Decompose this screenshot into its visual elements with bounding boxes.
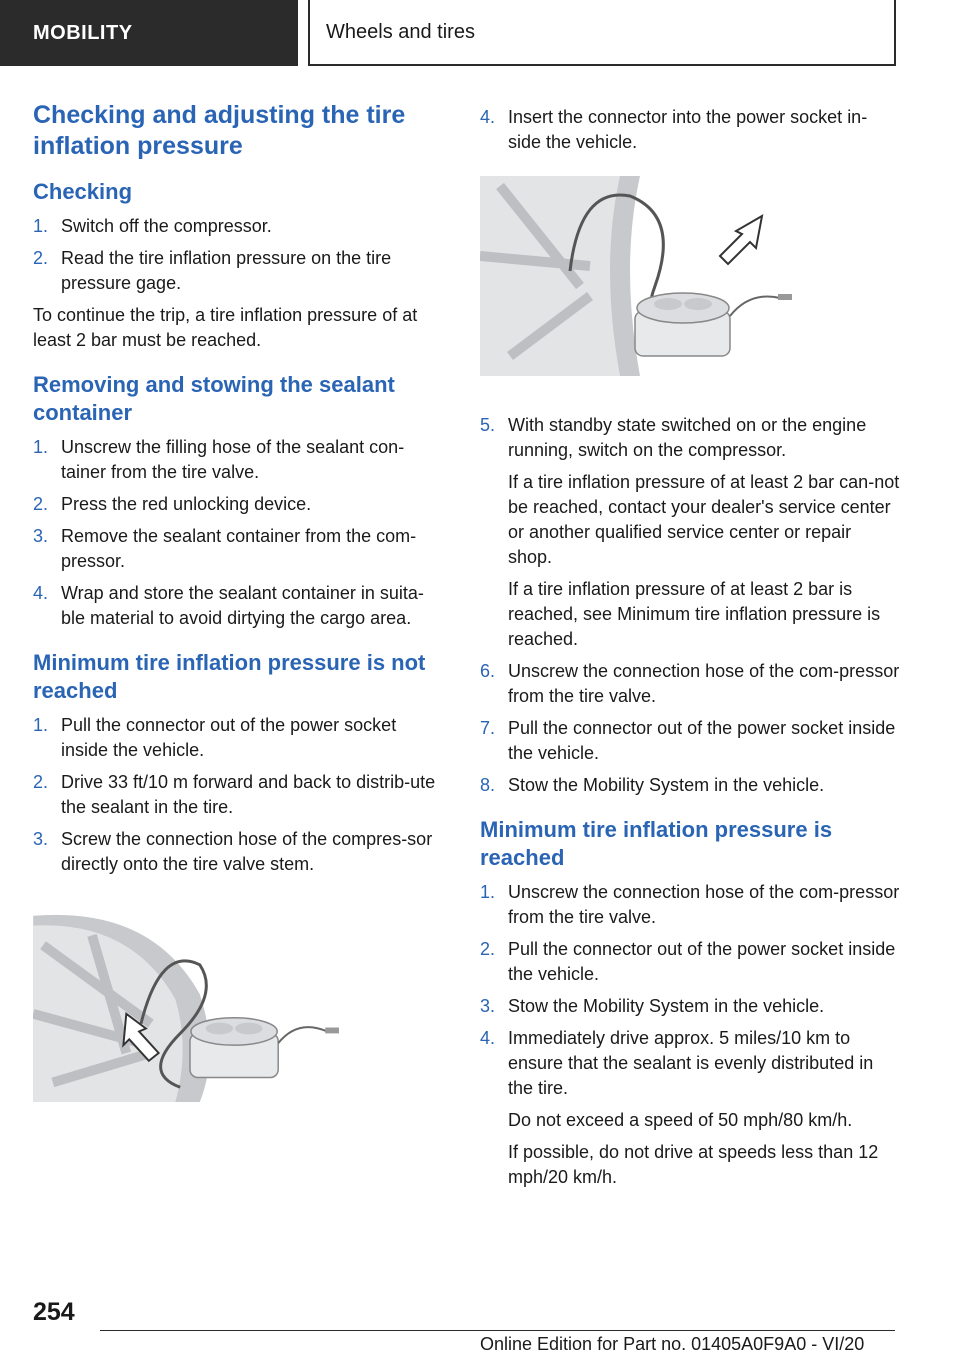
list-item: 5. With standby state switched on or the engine running, switch on the compressor. If a tire inflation pressure of at least 2 bar can-not be reached, contact your dealer's service center or another qualified service center or repair shop. If a tire inflation pressure of at least 2 bar is reached, see Minimum tire inflation pressure is reached. <box>480 415 900 649</box>
compressor-on-valve-illustration <box>33 906 445 1102</box>
checking-note: To continue the trip, a tire inflation pressure of at least 2 bar must be reached. <box>33 305 418 350</box>
steps-continued-a <box>480 105 900 155</box>
list-item: 4. Immediately drive approx. 5 miles/10 km to ensure that the sealant is evenly distributed in the tire. Do not exceed a speed of 50 mph/80 km/h. If possible, do not drive at speeds less than 12 mph/20 km/h. <box>480 1028 879 1187</box>
heading-reached: Minimum tire inflation pressure is reached <box>480 817 833 870</box>
list-item: 2. Press the red unlocking device. <box>33 494 312 514</box>
steps-continued-b <box>480 413 900 798</box>
list-item: 2. Read the tire inflation pressure on the tire pressure gage. <box>33 248 392 293</box>
chapter-label: Wheels and tires <box>326 20 475 43</box>
reached-steps <box>480 880 900 1190</box>
list-item: 4. Insert the connector into the power socket in-side the vehicle. <box>480 107 868 152</box>
heading-checking: Checking <box>33 179 133 204</box>
list-item: 2. Drive 33 ft/10 m forward and back to distrib-ute the sealant in the tire. <box>33 772 436 817</box>
list-item: 4. Wrap and store the sealant container in suita-ble material to avoid dirtying the cargo area. <box>33 583 424 628</box>
right-column <box>480 105 900 1197</box>
section-tab <box>0 0 298 66</box>
page-number: 254 <box>33 1298 75 1326</box>
list-item: 2. Pull the connector out of the power socket inside the vehicle. <box>480 939 896 984</box>
list-item: 1. Switch off the compressor. <box>33 216 272 236</box>
list-item: 6. Unscrew the connection hose of the com-pressor from the tire valve. <box>480 661 900 706</box>
section-label: MOBILITY <box>33 21 133 44</box>
footer-divider <box>100 1330 895 1331</box>
list-item: 8. Stow the Mobility System in the vehicle. <box>480 775 825 795</box>
list-item: 3. Stow the Mobility System in the vehicle. <box>480 996 825 1016</box>
list-item: 1. Unscrew the connection hose of the com-pressor from the tire valve. <box>480 882 900 927</box>
page-title: Checking and adjusting the tire inflation pressure <box>33 101 406 160</box>
checking-steps <box>33 214 445 296</box>
heading-removing: Removing and stowing the sealant container <box>33 372 395 425</box>
removing-steps <box>33 435 445 631</box>
left-column <box>33 100 445 1107</box>
connector-socket-illustration <box>480 176 900 376</box>
not-reached-steps <box>33 713 445 877</box>
list-item: 1. Unscrew the filling hose of the sealant con-tainer from the tire valve. <box>33 437 405 482</box>
edition-note: Online Edition for Part no. 01405A0F9A0 - VI/20 <box>480 1334 865 1354</box>
list-item: 3. Remove the sealant container from the com-pressor. <box>33 526 417 571</box>
list-item: 3. Screw the connection hose of the compres-sor directly onto the tire valve stem. <box>33 829 433 874</box>
list-item: 1. Pull the connector out of the power socket inside the vehicle. <box>33 715 397 760</box>
heading-not-reached: Minimum tire inflation pressure is not reached <box>33 650 426 703</box>
chapter-tab <box>310 0 896 66</box>
list-item: 7. Pull the connector out of the power socket inside the vehicle. <box>480 718 896 763</box>
